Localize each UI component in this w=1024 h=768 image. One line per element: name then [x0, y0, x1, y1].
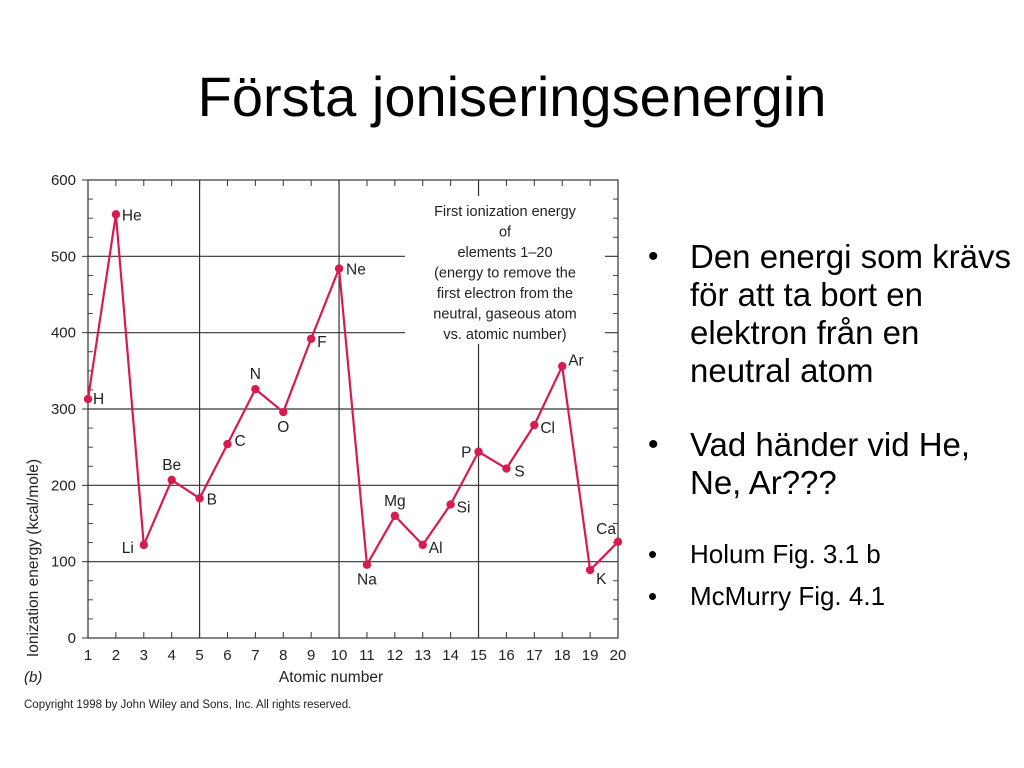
data-label: Ne: [346, 261, 366, 279]
x-tick-label: 2: [111, 647, 121, 664]
data-point: [279, 408, 287, 416]
x-tick-label: 1: [83, 647, 93, 664]
data-label: F: [317, 333, 327, 351]
x-tick-label: 10: [330, 647, 348, 664]
data-label: C: [234, 433, 246, 451]
chart-title-line: neutral, gaseous atom: [433, 306, 577, 323]
x-tick-label: 6: [223, 647, 232, 664]
data-point: [586, 566, 594, 574]
x-tick-label: 5: [195, 647, 204, 664]
data-label: Si: [456, 499, 471, 517]
data-point: [195, 494, 203, 502]
x-tick-label: 3: [139, 647, 148, 664]
data-point: [558, 362, 566, 370]
data-label: S: [514, 463, 525, 481]
x-tick-label: 15: [470, 647, 487, 664]
panel-label: (b): [24, 669, 43, 686]
data-label: Ar: [568, 352, 584, 370]
data-point: [251, 385, 259, 393]
y-tick-label: 600: [50, 172, 76, 189]
y-tick-label: 200: [50, 477, 76, 495]
x-tick-label: 17: [525, 647, 543, 664]
y-axis-label: Ionization energy (kcal/mole): [25, 458, 42, 658]
x-tick-label: 13: [414, 647, 432, 664]
x-axis-label: Atomic number: [278, 669, 384, 686]
chart-title-line: (energy to remove the: [434, 265, 576, 282]
x-tick-label: 11: [359, 647, 375, 664]
chart-title-line: First ionization energy: [434, 204, 576, 220]
bullet-definition: • Den energi som krävs för att ta bort en elektron från en neutral atom: [648, 238, 1018, 390]
data-point: [446, 500, 454, 508]
x-tick-label: 14: [442, 647, 459, 664]
data-label: K: [596, 571, 607, 589]
data-point: [363, 561, 371, 569]
x-tick-label: 9: [306, 647, 316, 664]
data-label: Al: [428, 539, 443, 557]
y-tick-label: 400: [50, 324, 76, 342]
x-tick-label: 4: [167, 647, 176, 664]
chart-title-line: of: [498, 224, 512, 241]
chart-title-line: first electron from the: [436, 286, 574, 302]
data-label: P: [461, 444, 472, 462]
chart-title-box: [405, 196, 605, 344]
data-label: Mg: [384, 492, 406, 510]
data-point: [335, 264, 343, 272]
bullet-list: [648, 238, 1018, 622]
data-point: [84, 395, 92, 403]
bullet-question: • Vad händer vid He, Ne, Ar???: [648, 426, 1018, 502]
data-point: [140, 541, 148, 549]
data-point: [112, 210, 120, 218]
y-tick-label: 500: [50, 248, 76, 266]
data-point: [307, 335, 315, 343]
ionization-energy-chart: [0, 160, 640, 720]
slide-title: Första joniseringsenergin: [197, 65, 827, 128]
y-tick-label: 300: [50, 401, 76, 418]
data-label: O: [277, 419, 290, 437]
chart-title-line: elements 1–20: [457, 245, 553, 261]
data-label: Cl: [540, 420, 555, 438]
data-point: [474, 448, 482, 456]
data-point: [530, 421, 538, 429]
x-tick-label: 7: [251, 647, 260, 664]
x-tick-label: 18: [553, 647, 571, 664]
data-point: [419, 541, 427, 549]
data-point: [223, 440, 231, 448]
data-label: B: [206, 491, 217, 509]
x-tick-label: 20: [609, 647, 627, 664]
bullet-reference-holum: • Holum Fig. 3.1 b: [648, 538, 1018, 570]
data-label: Ca: [596, 520, 616, 538]
data-label: Be: [162, 456, 182, 474]
data-point: [502, 464, 510, 472]
x-tick-label: 16: [498, 647, 515, 664]
data-point: [167, 476, 175, 484]
y-tick-label: 100: [50, 553, 76, 571]
x-tick-label: 8: [279, 647, 288, 664]
chart-title-line: vs. atomic number): [443, 327, 567, 343]
data-label: N: [249, 366, 261, 384]
data-point: [614, 538, 622, 546]
data-label: Na: [357, 571, 377, 589]
bullet-reference-mcmurry: • McMurry Fig. 4.1: [648, 580, 1018, 612]
x-tick-label: 19: [581, 647, 599, 664]
data-label: H: [93, 391, 105, 409]
data-label: Li: [121, 539, 134, 557]
y-tick-label: 0: [67, 630, 76, 647]
x-tick-label: 12: [386, 647, 404, 664]
copyright-text: Copyright 1998 by John Wiley and Sons, Inc. All rights reserved.: [24, 699, 352, 711]
data-label: He: [121, 207, 142, 225]
data-point: [391, 512, 399, 520]
